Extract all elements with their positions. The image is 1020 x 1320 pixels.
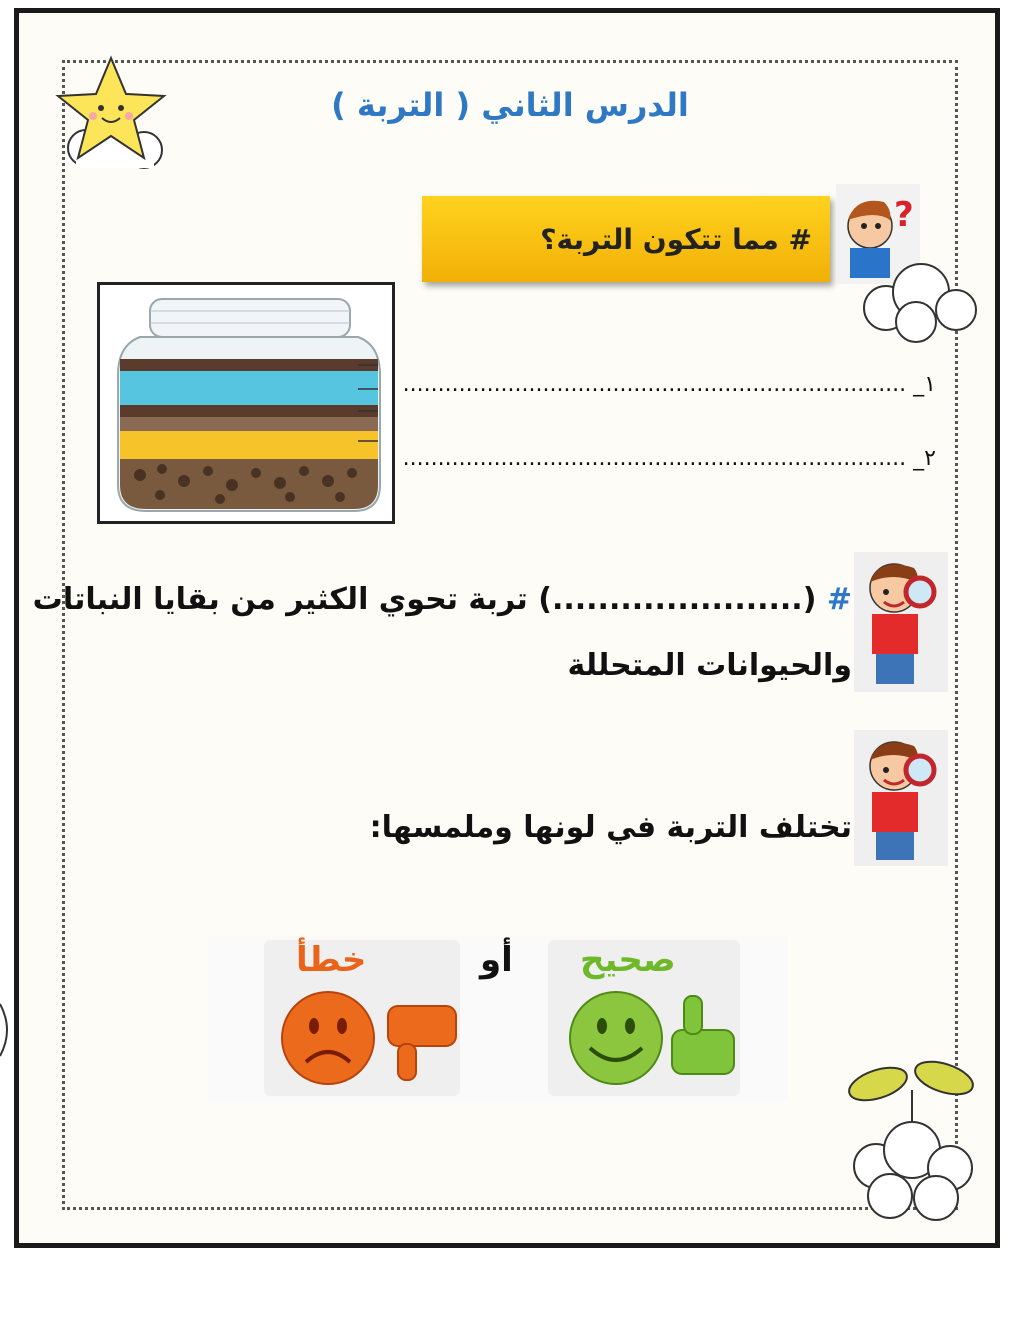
hash-mark: # (826, 582, 852, 617)
soil-layers-jar-image (97, 282, 395, 524)
answer-line-2: ٢_ ........................................................................ (402, 446, 936, 471)
page-title: الدرس الثاني ( التربة ) (331, 86, 689, 124)
question-2-line-2: والحيوانات المتحللة (567, 648, 852, 683)
boy-magnifier-icon (854, 730, 948, 866)
boy-magnifier-icon (854, 552, 948, 692)
cloud-icon (846, 258, 986, 348)
question-banner (422, 196, 830, 282)
happy-face-thumbs-up-icon (560, 984, 746, 1090)
answer-line-1: ١_ ........................................................................ (402, 372, 936, 397)
sad-face-thumbs-down-icon (268, 986, 464, 1090)
question-3-text: تختلف التربة في لونها وملمسها: (369, 810, 852, 845)
cloud-edge-icon (0, 1000, 14, 1060)
wrong-label: خطأ (296, 940, 367, 980)
svg-text:?: ? (894, 195, 914, 235)
sprout-cloud-icon (840, 1050, 990, 1230)
correct-label: صحيح (580, 940, 676, 980)
question-2-line-1 (33, 582, 852, 617)
question-2-body: (......................) تربة تحوي الكثير من بقايا النباتات (32, 582, 827, 617)
question-1-text: # مما تتكون التربة؟ (540, 222, 812, 256)
star-icon (36, 50, 186, 180)
or-label: أو (480, 940, 513, 980)
